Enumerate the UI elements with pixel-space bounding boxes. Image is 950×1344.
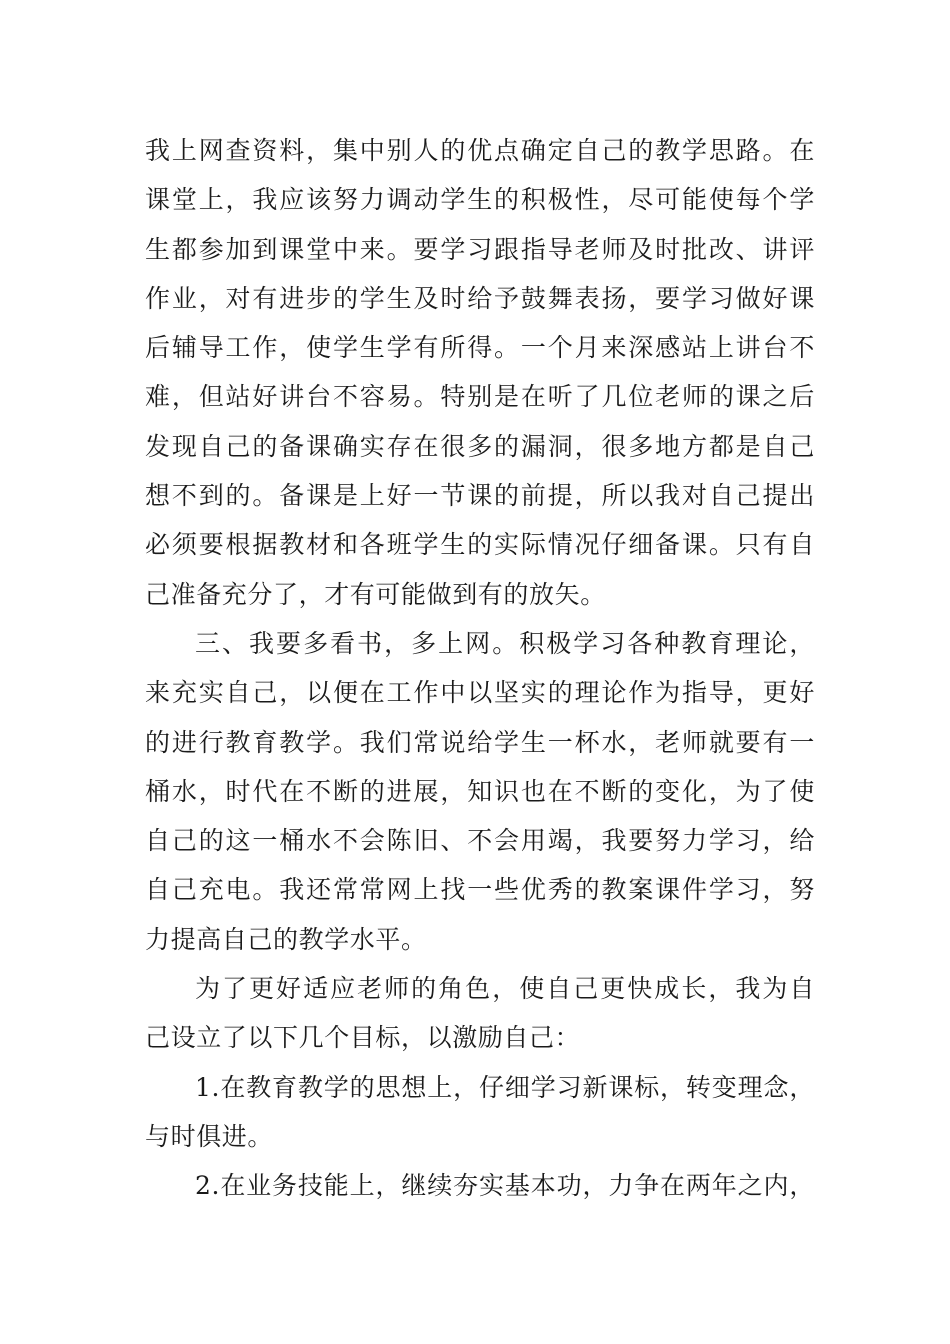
text-line-16: 自己充电。我还常常网上找一些优秀的教案课件学习，努: [145, 875, 815, 905]
text-line-9: 必须要根据教材和各班学生的实际情况仔细备课。只有自: [145, 530, 815, 560]
text-line-6: 难，但站好讲台不容易。特别是在听了几位老师的课之后: [145, 382, 815, 412]
text-line-8: 想不到的。备课是上好一节课的前提，所以我对自己提出: [145, 481, 815, 511]
text-line-15: 自己的这一桶水不会陈旧、不会用竭，我要努力学习，给: [145, 826, 815, 856]
text-line-10: 己准备充分了，才有可能做到有的放矢。: [145, 579, 606, 609]
list-item-1-line: 1.在教育教学的思想上，仔细学习新课标，转变理念，: [195, 1072, 815, 1102]
text-line-5: 后辅导工作，使学生学有所得。一个月来深感站上讲台不: [145, 333, 815, 363]
text-line-12: 来充实自己，以便在工作中以坚实的理论作为指导，更好: [145, 678, 815, 708]
text-line-14: 桶水，时代在不断的进展，知识也在不断的变化，为了使: [145, 776, 815, 806]
paragraph-start-line: 为了更好适应老师的角色，使自己更快成长，我为自: [195, 974, 815, 1004]
text-line-13: 的进行教育教学。我们常说给学生一杯水，老师就要有一: [145, 727, 815, 757]
text-line-1: 我上网查资料，集中别人的优点确定自己的教学思路。在: [145, 136, 815, 165]
text-line-21: 与时俱进。: [145, 1121, 274, 1151]
text-line-2: 课堂上，我应该努力调动学生的积极性，尽可能使每个学: [145, 185, 815, 215]
text-line-7: 发现自己的备课确实存在很多的漏洞，很多地方都是自己: [145, 431, 815, 461]
text-line-3: 生都参加到课堂中来。要学习跟指导老师及时批改、讲评: [145, 234, 815, 264]
document-body: [145, 126, 815, 1211]
text-line-19: 己设立了以下几个目标，以激励自己：: [145, 1023, 581, 1053]
text-line-4: 作业，对有进步的学生及时给予鼓舞表扬，要学习做好课: [145, 283, 815, 313]
paragraph-start-line: 三、我要多看书，多上网。积极学习各种教育理论，: [195, 628, 815, 658]
text-line-17: 力提高自己的教学水平。: [145, 924, 427, 954]
list-item-2-line: 2.在业务技能上，继续夯实基本功，力争在两年之内，: [195, 1171, 815, 1201]
